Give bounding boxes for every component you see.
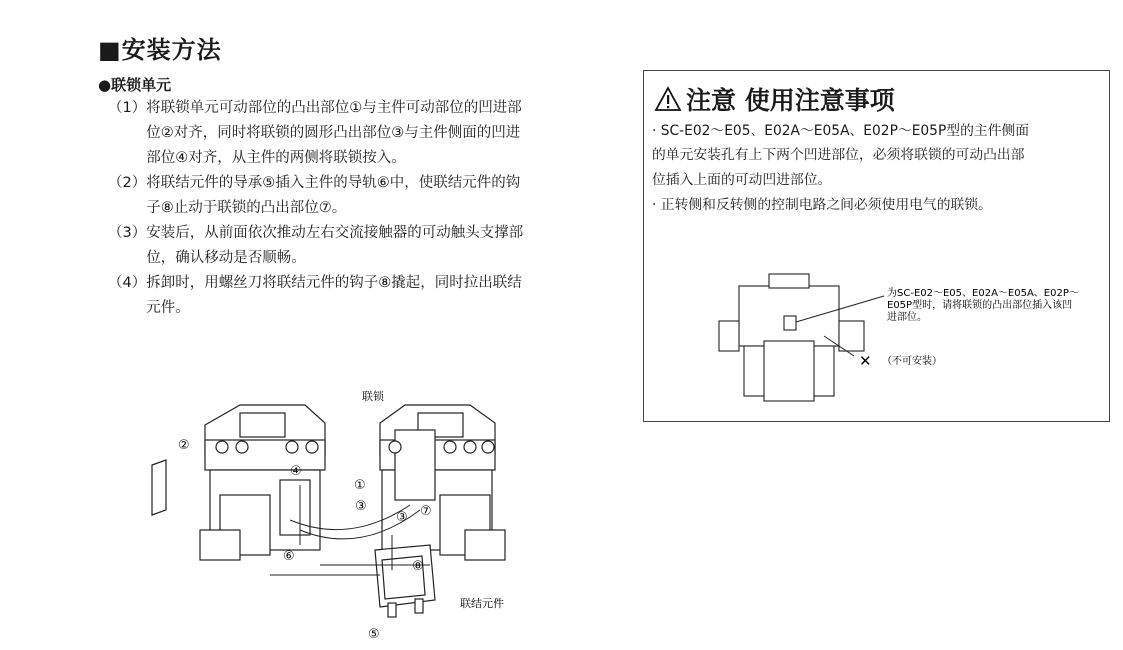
step-number: （1） [108,100,147,116]
step-line: 拆卸时，用螺丝刀将联结元件的钩子⑧撬起，同时拉出联结 [146,275,522,291]
step-line: 元件。 [146,300,190,316]
marker-8: ⑧ [412,559,424,574]
side-view-figure [704,266,1104,416]
marker-4: ④ [290,464,302,479]
marker-5: ⑤ [368,627,380,642]
step-line: 位，确认移动是否顺畅。 [146,250,306,266]
caution-line: 位插入上面的可动凹进部位。 [652,172,832,188]
subheading-interlock-unit: ●联锁单元 [98,76,172,94]
step-number: （2） [108,175,147,191]
installation-steps [108,96,588,321]
marker-6: ⑥ [283,549,295,564]
marker-3: ③ [355,499,367,514]
warning-icon [654,86,682,112]
step-line: 将联锁单元可动部位的凸出部位①与主件可动部位的凹进部 [146,100,522,116]
interlock-assembly-figure [130,385,550,647]
step-line: 部位④对齐，从主件的两侧将联锁按入。 [146,150,406,166]
step-number: （4） [108,275,147,291]
cross-mark: ✕ [859,352,872,370]
step-line: 子⑧止动于联锁的凸出部位⑦。 [146,200,347,216]
caution-line: · SC-E02～E05、E02A～E05A、E02P～E05P型的主件侧面 [652,123,1030,139]
connector-label: 联结元件 [460,597,504,610]
step-4 [108,271,588,321]
step-line: 安装后，从前面依次推动左右交流接触器的可动触头支撑部 [146,225,524,241]
caution-line: 的单元安装孔有上下两个凹进部位，必须将联锁的可动凸出部 [652,147,1025,163]
caution-box [643,70,1110,422]
section-heading: ■安装方法 [98,36,222,64]
callout-line: 进部位。 [887,312,927,323]
marker-2: ② [178,438,190,453]
callout-line: E05P型时，请将联锁的凸出部位插入该凹 [887,300,1073,311]
step-number: （3） [108,225,147,241]
step-1 [108,96,588,171]
caution-title [654,81,895,117]
step-line: 将联结元件的导承⑤插入主件的导轨⑥中，使联结元件的钩 [146,175,521,191]
callout-line: 为SC-E02～E05、E02A～E05A、E02P～ [887,288,1079,299]
caution-title-text: 注意 使用注意事项 [686,86,895,115]
marker-7: ⑦ [420,504,432,519]
not-installable-note: （不可安装） [882,356,942,367]
marker-3b: ③ [396,510,408,525]
interlock-label: 联锁 [362,390,384,403]
step-line: 位②对齐，同时将联锁的圆形凸出部位③与主件侧面的凹进 [146,125,521,141]
marker-1: ① [354,478,366,493]
step-2 [108,171,588,221]
caution-line: · 正转侧和反转侧的控制电路之间必须使用电气的联锁。 [652,197,992,213]
step-3 [108,221,588,271]
